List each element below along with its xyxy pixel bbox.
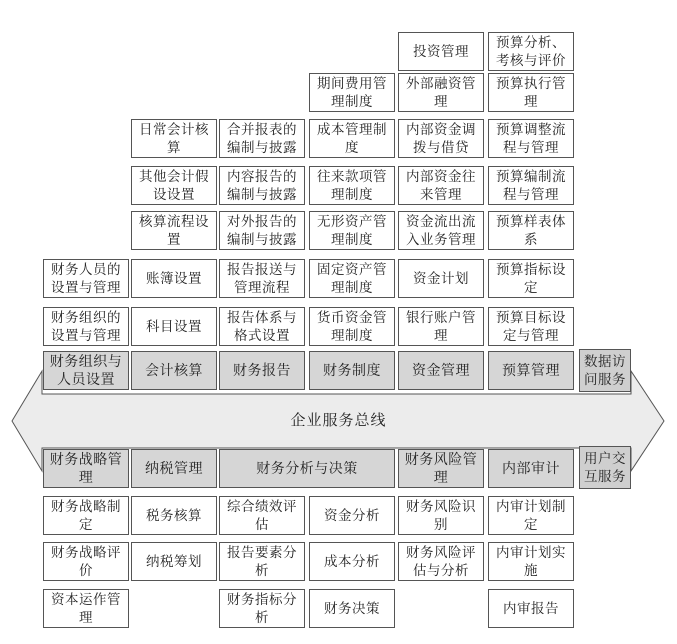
accounting-item: 账簿设置 — [131, 259, 217, 298]
hr-item: 财务组织的设置与管理 — [43, 307, 129, 346]
reporting-item: 报告体系与格式设置 — [219, 307, 305, 346]
budget-header: 预算管理 — [488, 351, 574, 390]
policy-item: 固定资产管理制度 — [309, 259, 395, 298]
tax-item: 税务核算 — [131, 496, 217, 535]
hr-item: 财务人员的设置与管理 — [43, 259, 129, 298]
reporting-item: 报告报送与管理流程 — [219, 259, 305, 298]
strategy-item: 财务战略制定 — [43, 496, 129, 535]
analysis-item: 资金分析 — [309, 496, 395, 535]
funds-item: 外部融资管理 — [398, 73, 484, 112]
budget-item: 预算指标设定 — [488, 259, 574, 298]
tax-header: 纳税管理 — [131, 449, 217, 488]
policy-item: 成本管理制度 — [309, 119, 395, 158]
analysis-item: 财务决策 — [309, 589, 395, 628]
audit-header: 内部审计 — [488, 449, 574, 488]
budget-item: 预算执行管理 — [488, 73, 574, 112]
policy-item: 无形资产管理制度 — [309, 211, 395, 250]
tax-item: 纳税筹划 — [131, 542, 217, 581]
analysis-item: 报告要素分析 — [219, 542, 305, 581]
reporting-header: 财务报告 — [219, 351, 305, 390]
funds-item: 资金计划 — [398, 259, 484, 298]
analysis-item: 成本分析 — [309, 542, 395, 581]
audit-item: 内审报告 — [488, 589, 574, 628]
reporting-item: 对外报告的编制与披露 — [219, 211, 305, 250]
reporting-item: 合并报表的编制与披露 — [219, 119, 305, 158]
funds-item: 银行账户管理 — [398, 307, 484, 346]
analysis-item: 财务指标分析 — [219, 589, 305, 628]
analysis-header: 财务分析与决策 — [219, 449, 395, 488]
budget-item: 预算样表体系 — [488, 211, 574, 250]
funds-item: 投资管理 — [398, 32, 484, 71]
analysis-item: 综合绩效评估 — [219, 496, 305, 535]
policy-header: 财务制度 — [309, 351, 395, 390]
accounting-header: 会计核算 — [131, 351, 217, 390]
reporting-item: 内容报告的编制与披露 — [219, 166, 305, 205]
budget-item: 预算分析、考核与评价 — [488, 32, 574, 71]
audit-item: 内审计划制定 — [488, 496, 574, 535]
hr-header: 财务组织与人员设置 — [43, 351, 129, 390]
accounting-item: 日常会计核算 — [131, 119, 217, 158]
funds-header: 资金管理 — [398, 351, 484, 390]
budget-item: 预算调整流程与管理 — [488, 119, 574, 158]
risk-header: 财务风险管理 — [398, 449, 484, 488]
strategy-item: 资本运作管理 — [43, 589, 129, 628]
user-interaction-service: 用户交互服务 — [579, 446, 631, 489]
risk-item: 财务风险识别 — [398, 496, 484, 535]
funds-item: 内部资金调拨与借贷 — [398, 119, 484, 158]
enterprise-service-bus-label: 企业服务总线 — [290, 411, 387, 429]
policy-item: 往来款项管理制度 — [309, 166, 395, 205]
budget-item: 预算编制流程与管理 — [488, 166, 574, 205]
funds-item: 内部资金往来管理 — [398, 166, 484, 205]
risk-item: 财务风险评估与分析 — [398, 542, 484, 581]
policy-item: 货币资金管理制度 — [309, 307, 395, 346]
data-access-service: 数据访问服务 — [579, 349, 631, 392]
funds-item: 资金流出流入业务管理 — [398, 211, 484, 250]
strategy-item: 财务战略评价 — [43, 542, 129, 581]
accounting-item: 其他会计假设设置 — [131, 166, 217, 205]
strategy-header: 财务战略管理 — [43, 449, 129, 488]
accounting-item: 核算流程设置 — [131, 211, 217, 250]
budget-item: 预算目标设定与管理 — [488, 307, 574, 346]
accounting-item: 科目设置 — [131, 307, 217, 346]
policy-item: 期间费用管理制度 — [309, 73, 395, 112]
audit-item: 内审计划实施 — [488, 542, 574, 581]
